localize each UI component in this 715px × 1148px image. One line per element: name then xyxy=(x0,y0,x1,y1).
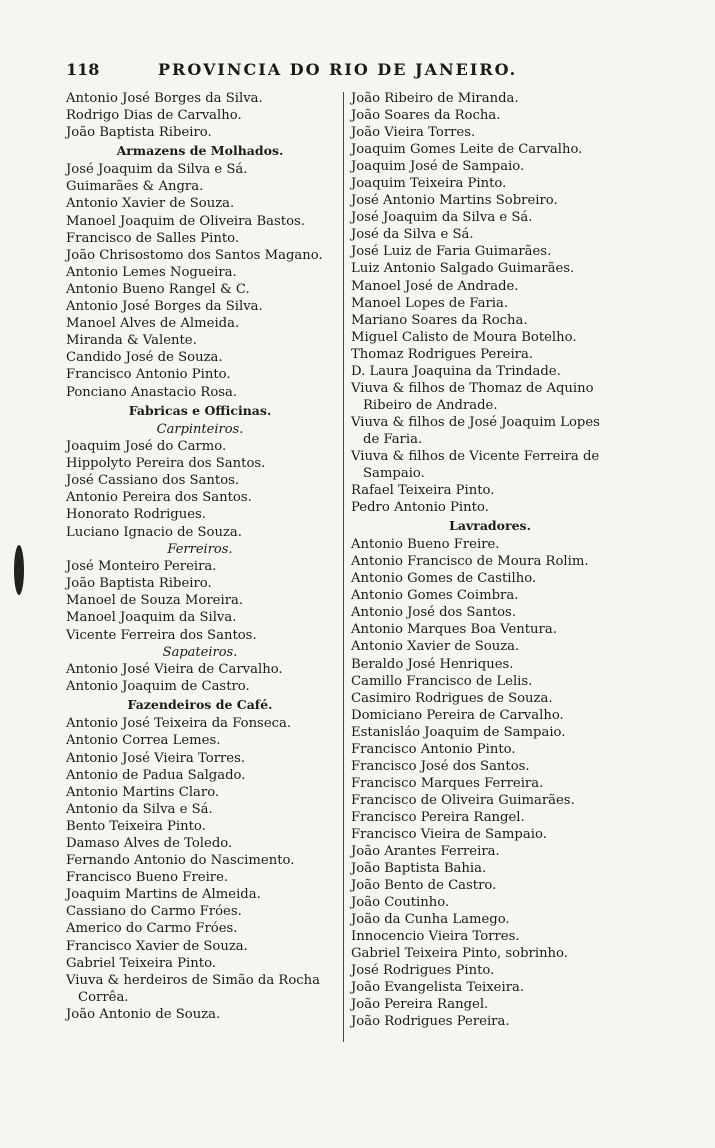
right-column-entry: Domiciano Pereira de Carvalho. xyxy=(351,707,564,723)
left-column-entry: Joaquim José do Carmo. xyxy=(66,439,227,455)
left-column xyxy=(60,90,340,1023)
left-column-entry-continuation: Corrêa. xyxy=(78,989,129,1005)
left-column-entry: Antonio Lemes Nogueira. xyxy=(66,264,237,280)
left-column-entry: Honorato Rodrigues. xyxy=(66,507,207,523)
right-column-entry: Pedro Antonio Pinto. xyxy=(351,500,489,516)
left-column-entry: Gabriel Teixeira Pinto. xyxy=(66,955,216,971)
right-column-entry: Francisco José dos Santos. xyxy=(351,758,530,774)
left-column-entry: Manoel Joaquim de Oliveira Bastos. xyxy=(66,213,305,229)
right-column-entry: Antonio Marques Boa Ventura. xyxy=(351,622,557,638)
left-column-entry: Antonio Martins Claro. xyxy=(66,784,220,800)
right-column-entry: Francisco Antonio Pinto. xyxy=(351,741,516,757)
right-column xyxy=(345,90,635,1031)
right-column-entry: João Soares da Rocha. xyxy=(351,108,501,124)
right-column-entry: Viuva & filhos de José Joaquim Lopes xyxy=(351,414,600,430)
left-column-entry: Manoel Alves de Almeida. xyxy=(66,316,240,332)
left-column-entry: Francisco Antonio Pinto. xyxy=(66,367,231,383)
right-column-entry: Estanisláo Joaquim de Sampaio. xyxy=(351,724,566,740)
left-column-entry: Hippolyto Pereira dos Santos. xyxy=(66,456,266,472)
left-column-entry: Francisco Bueno Freire. xyxy=(66,870,229,886)
left-column-entry: Antonio José Borges da Silva. xyxy=(66,91,263,106)
right-column-entry: Viuva & filhos de Thomaz de Aquino xyxy=(351,380,594,396)
right-column-entry-continuation: de Faria. xyxy=(363,431,423,447)
left-column-entry: Joaquim Martins de Almeida. xyxy=(66,887,261,903)
right-column-entry: Luiz Antonio Salgado Guimarães. xyxy=(351,261,575,277)
right-column-entry: Francisco Pereira Rangel. xyxy=(351,809,525,825)
right-column-entry: José Antonio Martins Sobreiro. xyxy=(351,193,558,209)
left-column-entry: Americo do Carmo Fróes. xyxy=(66,921,238,937)
right-column-entry: Camillo Francisco de Lelis. xyxy=(351,673,533,689)
right-column-entry-continuation: Sampaio. xyxy=(363,466,425,482)
right-column-entry: João Vieira Torres. xyxy=(351,125,476,141)
left-column-entry: Miranda & Valente. xyxy=(66,333,197,349)
left-column-entry: João Baptista Ribeiro. xyxy=(66,576,212,592)
right-column-entry: Beraldo José Henriques. xyxy=(351,656,514,672)
left-column-subsection-heading: Ferreiros. xyxy=(167,541,233,557)
left-column-section-heading: Fabricas e Officinas. xyxy=(128,402,272,418)
left-column-entry: Candido José de Souza. xyxy=(66,350,223,366)
right-column-entry: Antonio Gomes Coimbra. xyxy=(351,588,519,604)
left-column-subsection-heading: Sapateiros. xyxy=(162,644,238,660)
left-column-entry: Francisco de Salles Pinto. xyxy=(66,230,240,246)
right-column-entry: Joaquim José de Sampaio. xyxy=(351,159,525,175)
right-column-section-heading: Lavradores. xyxy=(449,518,531,534)
left-column-entry: Bento Teixeira Pinto. xyxy=(66,818,206,834)
left-column-entry: Francisco Xavier de Souza. xyxy=(66,938,248,954)
left-column-entry: Guimarães & Angra. xyxy=(66,179,204,195)
right-column-entry: José da Silva e Sá. xyxy=(351,227,474,243)
left-column-entry: Antonio José Vieira de Carvalho. xyxy=(66,662,283,678)
left-column-entry: Fernando Antonio do Nascimento. xyxy=(66,853,295,869)
left-column-subsection-heading: Carpinteiros. xyxy=(156,421,244,437)
right-column-entry: João Evangelista Teixeira. xyxy=(351,980,525,996)
page-header xyxy=(66,60,546,82)
right-column-entry: Innocencio Vieira Torres. xyxy=(351,929,520,945)
right-column-entry: Casimiro Rodrigues de Souza. xyxy=(351,690,553,706)
right-column-entry: Miguel Calisto de Moura Botelho. xyxy=(351,329,577,345)
left-column-section-heading: Armazens de Molhados. xyxy=(116,143,284,159)
right-column-entry: Francisco de Oliveira Guimarães. xyxy=(351,792,575,808)
left-column-entry: Antonio Correa Lemes. xyxy=(66,733,221,749)
right-column-entry: Antonio Bueno Freire. xyxy=(351,537,500,553)
left-column-entry: Damaso Alves de Toledo. xyxy=(66,835,233,851)
left-column-entry: José Monteiro Pereira. xyxy=(66,559,217,575)
left-column-entry: Antonio José Teixeira da Fonseca. xyxy=(66,716,292,732)
left-column-entry: Antonio de Padua Salgado. xyxy=(66,767,246,783)
left-column-entry: Ponciano Anastacio Rosa. xyxy=(66,384,238,400)
right-column-entry: Joaquim Gomes Leite de Carvalho. xyxy=(351,142,583,158)
left-column-entry: Manoel Joaquim da Silva. xyxy=(66,610,237,626)
right-column-entry: Gabriel Teixeira Pinto, sobrinho. xyxy=(351,946,568,962)
right-column-entry: D. Laura Joaquina da Trindade. xyxy=(351,363,561,379)
left-column-entry: João Baptista Ribeiro. xyxy=(66,125,212,141)
right-column-entry: Thomaz Rodrigues Pereira. xyxy=(351,346,534,362)
left-column-section-heading: Fazendeiros de Café. xyxy=(127,697,273,713)
binding-mark xyxy=(14,545,24,595)
left-column-entry: Antonio Pereira dos Santos. xyxy=(66,490,252,506)
left-column-entry: Luciano Ignacio de Souza. xyxy=(66,524,242,540)
right-column-entry: Manoel Lopes de Faria. xyxy=(351,295,509,311)
left-column-entry: Antonio Xavier de Souza. xyxy=(66,196,235,212)
right-column-entry: Antonio Gomes de Castilho. xyxy=(351,571,537,587)
left-column-entry: Antonio José Vieira Torres. xyxy=(66,750,246,766)
page-title: PROVINCIA DO RIO DE JANEIRO. xyxy=(158,60,518,79)
left-column-entry: Manoel de Souza Moreira. xyxy=(66,593,244,609)
right-column-entry: Joaquim Teixeira Pinto. xyxy=(351,176,507,192)
right-column-entry: Viuva & filhos de Vicente Ferreira de xyxy=(351,448,600,464)
right-column-entry: João Arantes Ferreira. xyxy=(351,844,500,860)
left-column-entry: Antonio Joaquim de Castro. xyxy=(66,679,250,695)
right-column-entry: Antonio Xavier de Souza. xyxy=(351,639,520,655)
right-column-entry: José Joaquim da Silva e Sá. xyxy=(351,210,533,226)
right-column-entry: Rafael Teixeira Pinto. xyxy=(351,483,495,499)
right-column-entry: Francisco Marques Ferreira. xyxy=(351,775,544,791)
right-column-entry: João Pereira Rangel. xyxy=(351,997,489,1013)
right-column-entry: Mariano Soares da Rocha. xyxy=(351,312,528,328)
right-column-entry-continuation: Ribeiro de Andrade. xyxy=(363,397,498,413)
left-column-entry: José Cassiano dos Santos. xyxy=(66,473,240,489)
left-column-entry: Rodrigo Dias de Carvalho. xyxy=(66,108,242,124)
left-column-entry: Antonio Bueno Rangel & C. xyxy=(66,281,250,297)
left-column-entry: Antonio José Borges da Silva. xyxy=(66,299,263,315)
left-column-entry: Vicente Ferreira dos Santos. xyxy=(66,627,257,643)
page-number: 118 xyxy=(66,60,100,79)
right-column-entry: João Ribeiro de Miranda. xyxy=(351,91,519,106)
right-column-entry: Manoel José de Andrade. xyxy=(351,278,519,294)
left-column-entry: Cassiano do Carmo Fróes. xyxy=(66,904,242,920)
right-column-entry: Francisco Vieira de Sampaio. xyxy=(351,826,547,842)
left-column-entry: José Joaquim da Silva e Sá. xyxy=(66,162,248,178)
left-column-entry: João Antonio de Souza. xyxy=(66,1006,221,1022)
right-column-entry: João Rodrigues Pereira. xyxy=(351,1014,510,1030)
right-column-entry: José Luiz de Faria Guimarães. xyxy=(351,244,552,260)
right-column-entry: Antonio José dos Santos. xyxy=(351,605,517,621)
right-column-entry: João Bento de Castro. xyxy=(351,878,497,894)
left-column-entry: Viuva & herdeiros de Simão da Rocha xyxy=(66,972,321,988)
left-column-entry: João Chrisostomo dos Santos Magano. xyxy=(66,247,323,263)
left-column-entry: Antonio da Silva e Sá. xyxy=(66,801,213,817)
right-column-entry: Antonio Francisco de Moura Rolim. xyxy=(351,554,589,570)
column-divider xyxy=(343,92,344,1042)
right-column-entry: José Rodrigues Pinto. xyxy=(351,963,495,979)
right-column-entry: João da Cunha Lamego. xyxy=(351,912,510,928)
right-column-entry: João Baptista Bahia. xyxy=(351,861,487,877)
right-column-entry: João Coutinho. xyxy=(351,895,450,911)
